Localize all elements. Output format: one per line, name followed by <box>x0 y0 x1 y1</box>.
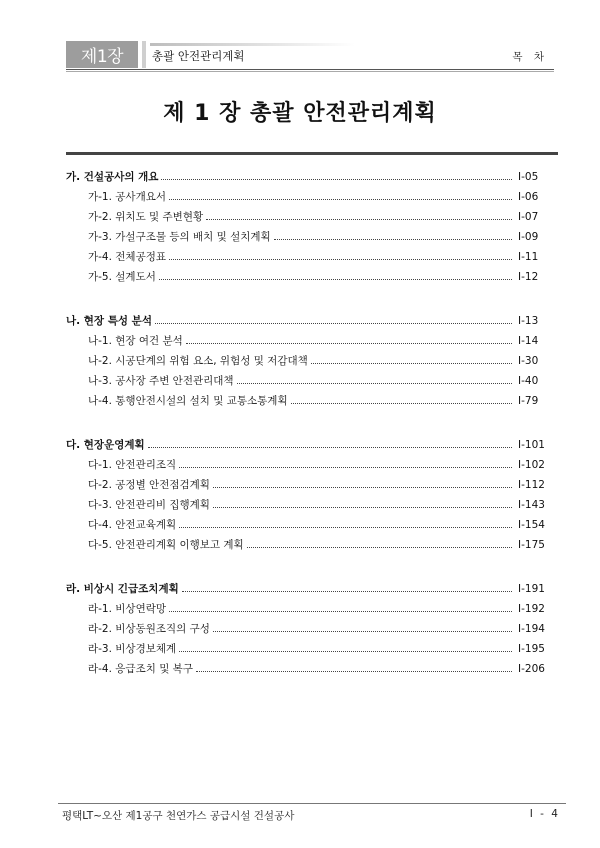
toc-section <box>66 574 558 676</box>
dot-leader <box>169 610 512 612</box>
toc-entry[interactable] <box>66 636 558 656</box>
dot-leader <box>182 590 512 592</box>
toc-entry[interactable] <box>66 184 558 204</box>
toc-entry-label: 다-2. 공정별 안전점검계획 <box>88 479 210 491</box>
footer-rule <box>58 803 566 804</box>
toc-section <box>66 162 558 284</box>
toc-entry-page: Ⅰ-102 <box>518 459 545 471</box>
toc-entry-page: Ⅰ-11 <box>518 251 539 263</box>
dot-leader <box>179 650 512 652</box>
toc-entry[interactable] <box>66 348 558 368</box>
header-rule <box>66 69 554 70</box>
dot-leader <box>179 466 512 468</box>
toc-entry-label: 라-3. 비상경보체계 <box>88 643 177 655</box>
toc-entry-label: 다-5. 안전관리계획 이행보고 계획 <box>88 539 244 551</box>
toc-entry-page: Ⅰ-06 <box>518 191 539 203</box>
toc-entry-label: 다-3. 안전관리비 집행계획 <box>88 499 210 511</box>
toc-entry[interactable] <box>66 472 558 492</box>
toc-entry-page: Ⅰ-112 <box>518 479 545 491</box>
dot-leader <box>159 278 512 280</box>
toc-entry[interactable] <box>66 264 558 284</box>
toc-section-heading-page: Ⅰ-13 <box>518 315 539 327</box>
toc-entry[interactable] <box>66 492 558 512</box>
toc-entry-page: Ⅰ-154 <box>518 519 545 531</box>
toc-section-heading-label: 라. 비상시 긴급조치계획 <box>66 583 179 595</box>
dot-leader <box>291 402 512 404</box>
toc-section-heading-label: 가. 건설공사의 개요 <box>66 171 159 183</box>
toc-entry[interactable] <box>66 244 558 264</box>
toc-section-heading-page: Ⅰ-101 <box>518 439 545 451</box>
toc-entry-label: 나-4. 통행안전시설의 설치 및 교통소통계획 <box>88 395 288 407</box>
toc-entry-label: 다-4. 안전교육계획 <box>88 519 177 531</box>
toc-section-heading-page: Ⅰ-05 <box>518 171 539 183</box>
toc-entry-page: Ⅰ-175 <box>518 539 545 551</box>
chapter-badge: 제1장 <box>66 41 138 68</box>
toc-entry[interactable] <box>66 368 558 388</box>
title-rule <box>66 152 558 155</box>
toc-entry-label: 가-3. 가설구조물 등의 배치 및 설치계획 <box>88 231 271 243</box>
toc-entry[interactable] <box>66 596 558 616</box>
dot-leader <box>161 178 512 180</box>
toc-entry-page: Ⅰ-12 <box>518 271 539 283</box>
toc-entry-label: 나-2. 시공단계의 위험 요소, 위험성 및 저감대책 <box>88 355 308 367</box>
toc-entry-page: Ⅰ-79 <box>518 395 539 407</box>
table-of-contents <box>66 162 558 698</box>
toc-entry[interactable] <box>66 388 558 408</box>
header-rule-secondary <box>66 71 554 72</box>
toc-section <box>66 430 558 552</box>
dot-leader <box>247 546 512 548</box>
footer-project-name: 평택LT~오산 제1공구 천연가스 공급시설 건설공사 <box>62 810 295 822</box>
toc-entry[interactable] <box>66 328 558 348</box>
dot-leader <box>179 526 512 528</box>
dot-leader <box>213 506 512 508</box>
toc-entry-label: 가-2. 위치도 및 주변현황 <box>88 211 204 223</box>
toc-entry-label: 다-1. 안전관리조직 <box>88 459 177 471</box>
toc-entry[interactable] <box>66 512 558 532</box>
toc-entry-page: Ⅰ-206 <box>518 663 545 675</box>
toc-entry-page: Ⅰ-40 <box>518 375 539 387</box>
chapter-separator <box>142 41 146 68</box>
toc-section-heading[interactable] <box>66 574 558 596</box>
toc-entry[interactable] <box>66 452 558 472</box>
toc-entry-page: Ⅰ-07 <box>518 211 539 223</box>
toc-entry-page: Ⅰ-194 <box>518 623 545 635</box>
toc-entry[interactable] <box>66 656 558 676</box>
toc-entry-label: 라-4. 응급조치 및 복구 <box>88 663 193 675</box>
toc-section-heading-label: 나. 현장 특성 분석 <box>66 315 152 327</box>
header-accent-bar <box>150 43 355 46</box>
page-title: 제 1 장 총괄 안전관리계획 <box>163 101 437 126</box>
dot-leader <box>237 382 512 384</box>
dot-leader <box>311 362 512 364</box>
toc-entry-label: 라-1. 비상연락망 <box>88 603 167 615</box>
footer-page-number: Ⅰ - 4 <box>529 808 560 820</box>
toc-entry[interactable] <box>66 532 558 552</box>
toc-section-heading-page: Ⅰ-191 <box>518 583 545 595</box>
chapter-title: 총괄 안전관리계획 <box>152 49 245 63</box>
dot-leader <box>148 446 512 448</box>
toc-entry-page: Ⅰ-30 <box>518 355 539 367</box>
toc-entry-label: 라-2. 비상동원조직의 구성 <box>88 623 210 635</box>
dot-leader <box>169 198 512 200</box>
dot-leader <box>213 486 512 488</box>
toc-section <box>66 306 558 408</box>
toc-entry-page: Ⅰ-195 <box>518 643 545 655</box>
toc-entry-label: 가-1. 공사개요서 <box>88 191 167 203</box>
toc-entry-page: Ⅰ-09 <box>518 231 539 243</box>
dot-leader <box>274 238 512 240</box>
dot-leader <box>196 670 512 672</box>
toc-entry[interactable] <box>66 224 558 244</box>
toc-section-heading-label: 다. 현장운영계획 <box>66 439 145 451</box>
dot-leader <box>186 342 512 344</box>
dot-leader <box>213 630 512 632</box>
toc-entry-page: Ⅰ-143 <box>518 499 545 511</box>
toc-entry-page: Ⅰ-192 <box>518 603 545 615</box>
toc-entry-label: 가-4. 전체공정표 <box>88 251 167 263</box>
toc-entry-label: 나-3. 공사장 주변 안전관리대책 <box>88 375 234 387</box>
toc-entry-page: Ⅰ-14 <box>518 335 539 347</box>
toc-entry[interactable] <box>66 204 558 224</box>
dot-leader <box>206 218 512 220</box>
toc-section-heading[interactable] <box>66 306 558 328</box>
dot-leader <box>155 322 512 324</box>
toc-section-heading[interactable] <box>66 162 558 184</box>
dot-leader <box>169 258 512 260</box>
toc-label: 목 차 <box>512 51 548 63</box>
toc-section-heading[interactable] <box>66 430 558 452</box>
toc-entry-label: 가-5. 설계도서 <box>88 271 156 283</box>
page-header <box>66 41 554 69</box>
toc-entry-label: 나-1. 현장 여건 분석 <box>88 335 183 347</box>
toc-entry[interactable] <box>66 616 558 636</box>
